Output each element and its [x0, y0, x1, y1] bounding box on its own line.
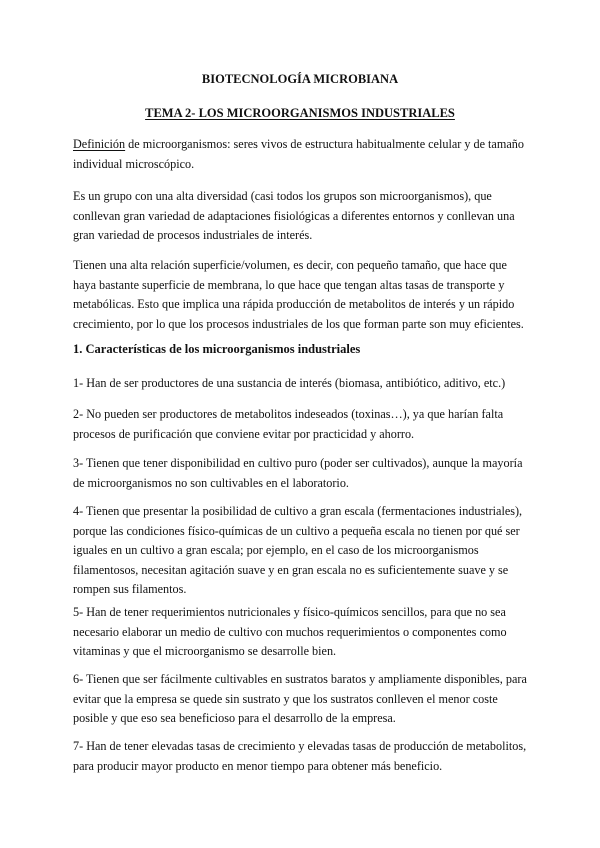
list-item	[73, 454, 533, 493]
document-title: BIOTECNOLOGÍA MICROBIANA	[201, 72, 399, 86]
list-item	[73, 603, 533, 662]
list-item-line: procesos de purificación que conviene evitar por practicidad y ahorro.	[73, 426, 415, 441]
diversity-paragraph	[73, 187, 533, 246]
list-item-line: evitar que la empresa se quede sin sustrato y que los sustratos conlleven el menor coste	[73, 691, 498, 706]
list-item-line: necesario elaborar un medio de cultivo con muchos requerimientos o componentes como	[73, 624, 507, 639]
list-item	[73, 502, 533, 600]
list-item-line: vitaminas y que el microorganismo se desarrolle bien.	[73, 644, 337, 658]
list-item-line: 5- Han de tener requerimientos nutricionales y físico-químicos sencillos, para que no sea	[73, 605, 506, 619]
list-item-line: 6- Tienen que ser fácilmente cultivables en sustratos baratos y ampliamente disponibles, para	[73, 672, 527, 686]
paragraph-line: gran variedad de procesos industriales de interés.	[73, 228, 313, 242]
list-item-line: filamentosos, necesitan agitación suave y en gran escala no es suficientemente suave y se	[73, 562, 509, 577]
paragraph-line: Es un grupo con una alta diversidad (casi todos los grupos son microorganismos), que	[73, 189, 492, 203]
paragraph-line: conllevan gran variedad de adaptaciones fisiológicas a diferentes entornos y conllevan una	[73, 208, 515, 223]
list-item-line: 3- Tienen que tener disponibilidad en cultivo puro (poder ser cultivados), aunque la mayoría	[73, 456, 523, 470]
list-item	[73, 374, 533, 394]
list-item-line: porque las condiciones físico-químicas de un cultivo a pequeña escala no tienen por qué ser	[73, 523, 520, 538]
list-item-line: 1- Han de ser productores de una sustancia de interés (biomasa, antibiótico, aditivo, etc.)	[73, 376, 506, 390]
section-heading: 1. Características de los microorganismos industriales	[73, 342, 361, 356]
list-item	[73, 670, 533, 729]
list-item-line: rompen sus filamentos.	[73, 582, 187, 596]
definition-term: Definición	[73, 137, 126, 151]
definition-text: de microorganismos: seres vivos de estructura habitualmente celular y de tamaño	[125, 137, 524, 151]
list-item-line: 2- No pueden ser productores de metabolitos indeseados (toxinas…), ya que harían falta	[73, 407, 504, 421]
definition-line-1	[73, 135, 533, 155]
list-item-line: posible y que eso sea beneficioso para el desarrollo de la empresa.	[73, 711, 396, 725]
list-item	[73, 737, 533, 776]
paragraph-line: Tienen una alta relación superficie/volumen, es decir, con pequeño tamaño, que hace que	[73, 258, 507, 272]
list-item-line: para producir mayor producto en menor tiempo para obtener más beneficio.	[73, 758, 443, 773]
list-item-line: de microorganismos no son cultivables en el laboratorio.	[73, 475, 349, 490]
definition-paragraph	[73, 135, 533, 174]
paragraph-line: metabólicas. Esto que implica una rápida producción de metabolitos de interés y un rápido	[73, 297, 515, 311]
document-subtitle: TEMA 2- LOS MICROORGANISMOS INDUSTRIALES	[145, 106, 455, 120]
paragraph-line: haya bastante superficie de membrana, lo que hace que tengan altas tasas de transporte y	[73, 277, 505, 292]
list-item-line: 7- Han de tener elevadas tasas de crecimiento y elevadas tasas de producción de metabolitos,	[73, 739, 527, 753]
surface-volume-paragraph	[73, 256, 533, 334]
list-item-line: 4- Tienen que presentar la posibilidad de cultivo a gran escala (fermentaciones industriales),	[73, 504, 523, 518]
paragraph-line: crecimiento, por lo que los procesos industriales de los que forman parte son muy eficientes.	[73, 316, 524, 331]
list-item	[73, 405, 533, 444]
definition-line-2: individual microscópico.	[73, 156, 195, 171]
list-item-line: iguales en un cultivo a gran escala; por ejemplo, en el caso de los microorganismos	[73, 543, 479, 557]
